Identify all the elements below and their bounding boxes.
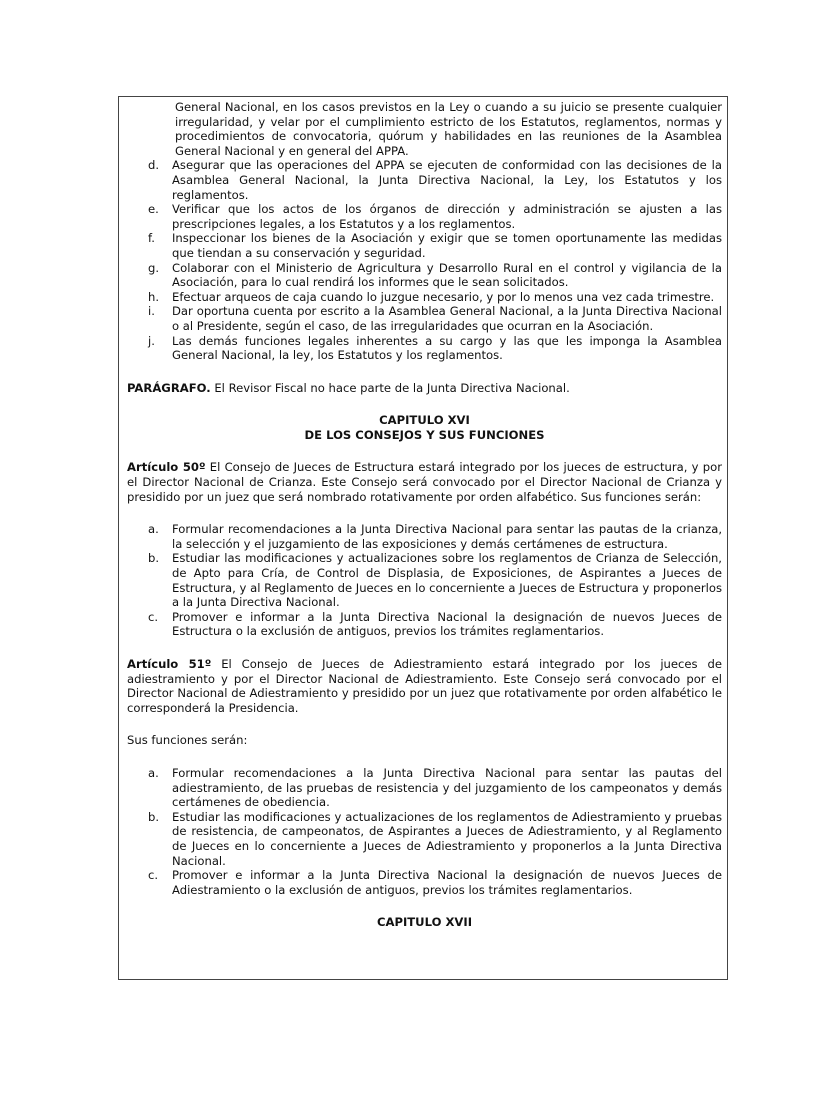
- list-marker: g.: [148, 260, 160, 275]
- article-51: [127, 657, 722, 715]
- list-marker: c.: [148, 609, 159, 624]
- list-marker: a.: [148, 522, 159, 537]
- list-item: [127, 334, 722, 363]
- list-text: Efectuar arqueos de caja cuando lo juzgue necesario, y por lo menos una vez cada trimestre.: [172, 289, 715, 304]
- article-50: [127, 460, 722, 504]
- list-item: [127, 202, 722, 231]
- list-text: Estudiar las modificaciones y actualizaciones de los reglamentos de Adiestramiento y pruebas de resistencia, de campeonatos, de Aspirantes a Jueces de Adiestramiento, y al Reglamento de Jueces en lo concerniente a Jueces de Adiestramiento y proponerlos a la Junta Directiva Nacional.: [172, 809, 722, 868]
- chapter-16-title: CAPITULO XVI: [379, 413, 470, 428]
- list-text: Formular recomendaciones a la Junta Directiva Nacional para sentar las pautas de la crianza, la selección y el juzgamiento de las exposiciones y demás certámenes de estructura.: [172, 522, 722, 551]
- list-text: Asegurar que las operaciones del APPA se ejecuten de conformidad con las decisiones de la Asamblea General Nacional, la Junta Directiva Nacional, la Ley, los Estatutos y los reglamentos.: [172, 158, 722, 202]
- document-body: [127, 100, 722, 930]
- list-item: [127, 231, 722, 260]
- list-item: [127, 551, 722, 609]
- paragrafo-text: El Revisor Fiscal no hace parte de la Junta Directiva Nacional.: [210, 380, 570, 395]
- list-marker: b.: [148, 551, 160, 566]
- list-marker: c.: [148, 868, 159, 883]
- article-50-label: Artículo 50º: [127, 460, 206, 475]
- list-marker: j.: [148, 333, 155, 348]
- list-item: [127, 766, 722, 810]
- list-text: Promover e informar a la Junta Directiva Nacional la designación de nuevos Jueces de Adiestramiento o la exclusión de antiguos, previos los trámites reglamentarios.: [172, 868, 722, 897]
- list-text: Estudiar las modificaciones y actualizaciones sobre los reglamentos de Crianza de Selección, de Apto para Cría, de Control de Displasia, de Exposiciones, de Aspirantes a Jueces de Estructura, y al Reglamento de Jueces en lo concerniente a Jueces de Estructura y proponerlos a la Junta Directiva Nacional.: [172, 551, 722, 610]
- list-text: Promover e informar a la Junta Directiva Nacional la designación de nuevos Jueces de Estructura o la exclusión de antiguos, previos los trámites reglamentarios.: [172, 609, 722, 639]
- list-text: Colaborar con el Ministerio de Agricultura y Desarrollo Rural en el control y vigilancia de la Asociación, para lo cual rendirá los informes que le sean solicitados.: [172, 260, 722, 290]
- list-item: [127, 522, 722, 551]
- list-text: Inspeccionar los bienes de la Asociación y exigir que se tomen oportunamente las medidas que tiendan a su conservación y seguridad.: [172, 231, 722, 260]
- list-marker: d.: [148, 158, 160, 173]
- paragrafo-label: PARÁGRAFO.: [127, 380, 211, 395]
- list-item: [127, 290, 722, 305]
- article-50-text: El Consejo de Jueces de Estructura estará integrado por los jueces de estructura, y por el Director Nacional de Crianza. Este Consejo será convocado por el Director Nacional de Crianza y presidido por un juez que será nombrado rotativamente por orden alfabético. Sus funciones serán:: [127, 460, 722, 504]
- list-marker: a.: [148, 765, 159, 780]
- sus-funciones-text: Sus funciones serán:: [127, 733, 248, 748]
- article-51-label: Artículo 51º: [127, 657, 212, 671]
- article-51-functions-list: [127, 766, 722, 897]
- list-marker: b.: [148, 809, 160, 824]
- list-item: [127, 610, 722, 639]
- chapter-17-title: CAPITULO XVII: [376, 915, 473, 930]
- paragrafo: [127, 381, 722, 396]
- article-50-functions-list: [127, 522, 722, 639]
- list-marker: f.: [148, 231, 155, 246]
- article-51-text: El Consejo de Jueces de Adiestramiento estará integrado por los jueces de adiestramiento y por el Director Nacional de Adiestramiento. Este Consejo será convocado por el Director Nacional de Adiestramiento y presidido por un juez que rotativamente por orden alfabético le corresponderá la Presidencia.: [127, 657, 723, 715]
- chapter-16-subtitle: DE LOS CONSEJOS Y SUS FUNCIONES: [304, 427, 545, 442]
- list-text: Formular recomendaciones a la Junta Directiva Nacional para sentar las pautas del adiestramiento, de las pruebas de resistencia y del juzgamiento de los campeonatos y demás certámenes de obediencia.: [172, 765, 722, 810]
- list-item: [127, 158, 722, 202]
- list-item: [127, 868, 722, 897]
- list-marker: e.: [148, 202, 159, 217]
- list-marker: h.: [148, 289, 160, 304]
- list-marker: i.: [148, 304, 155, 319]
- list-item: [127, 304, 722, 333]
- list-text: Las demás funciones legales inherentes a su cargo y las que les imponga la Asamblea General Nacional, la ley, los Estatutos y los reglamentos.: [172, 333, 722, 363]
- continuation-text: General Nacional, en los casos previstos en la Ley o cuando a su juicio se presente cualquier irregularidad, y velar por el cumplimiento estricto de los Estatutos, reglamentos, normas y procedimientos de convocatoria, quórum y habilidades en las reuniones de la Asamblea General Nacional y en general del APPA.: [175, 100, 722, 158]
- revisor-functions-list: [127, 158, 722, 362]
- list-item: [127, 261, 722, 290]
- list-text: Verificar que los actos de los órganos de dirección y administración se ajusten a las prescripciones legales, a los Estatutos y a los reglamentos.: [172, 202, 722, 231]
- list-text: Dar oportuna cuenta por escrito a la Asamblea General Nacional, a la Junta Directiva Nacional o al Presidente, según el caso, de las irregularidades que ocurran en la Asociación.: [172, 304, 722, 333]
- list-item: [127, 810, 722, 868]
